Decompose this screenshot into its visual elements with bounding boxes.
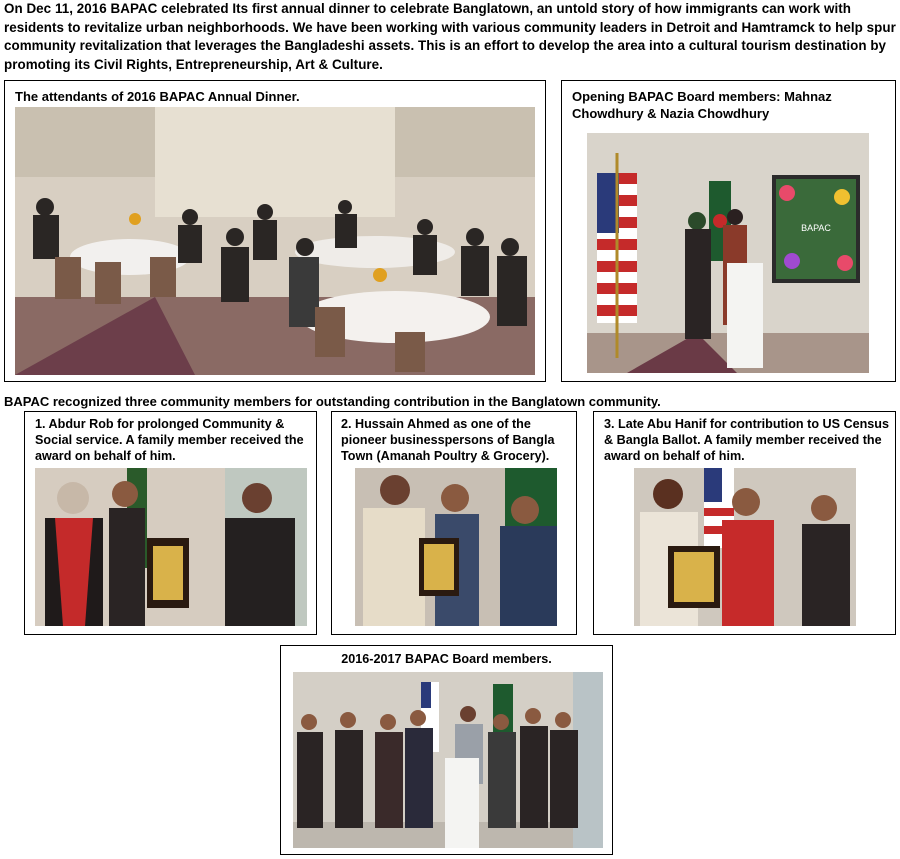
award-caption-1: 1. Abdur Rob for prolonged Community & Social service. A family member received the award on behalf of him.	[35, 417, 304, 463]
board-panel	[280, 645, 613, 855]
opening-panel	[561, 80, 896, 382]
award-panel-1	[24, 411, 317, 635]
screen-text: BAPAC	[801, 223, 831, 233]
award-photo-3	[634, 468, 856, 626]
award-panel-3	[593, 411, 896, 635]
opening-photo	[587, 133, 869, 373]
opening-caption: Opening BAPAC Board members: Mahnaz Chowdhury & Nazia Chowdhury	[572, 89, 832, 121]
intro-paragraph: On Dec 11, 2016 BAPAC celebrated Its first annual dinner to celebrate Banglatown, an untold story of how immigrants can work with residents to revitalize urban neighborhoods. We have been working with various community leaders in Detroit and Hamtramck to help spur community revitalization that leverages the Bangladeshi assets. This is an effort to develop the area into a cultural tourism destination by promoting its Civil Rights, Entrepreneurship, Art & Culture.	[4, 1, 896, 72]
board-photo	[293, 672, 603, 848]
dinner-caption: The attendants of 2016 BAPAC Annual Dinner.	[15, 89, 300, 104]
award-caption-2: 2. Hussain Ahmed as one of the pioneer businesspersons of Bangla Town (Amanah Poultry & Grocery).	[341, 417, 555, 463]
board-caption: 2016-2017 BAPAC Board members.	[341, 652, 552, 666]
award-panel-2	[331, 411, 577, 635]
award-photo-1	[35, 468, 307, 626]
dinner-photo	[15, 107, 535, 375]
award-caption-3: 3. Late Abu Hanif for contribution to US Census & Bangla Ballot. A family member received the award on behalf of him.	[604, 417, 889, 463]
award-photo-2	[355, 468, 557, 626]
dinner-panel	[4, 80, 546, 382]
recognition-heading: BAPAC recognized three community members for outstanding contribution in the Banglatown community.	[4, 394, 661, 409]
